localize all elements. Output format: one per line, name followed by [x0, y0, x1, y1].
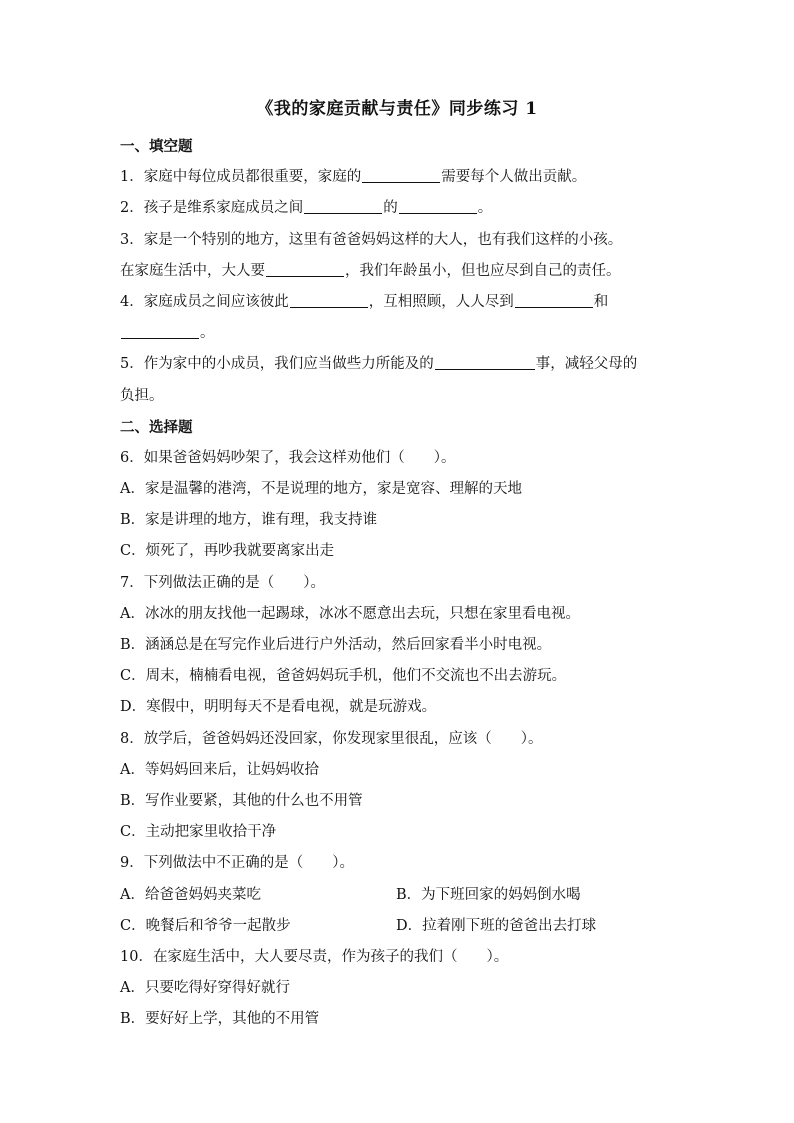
answer-blank[interactable] — [266, 261, 344, 277]
question-9-stem: 9．下列做法中不正确的是（ ）。 — [120, 855, 354, 872]
q9-options-row-2 — [120, 911, 680, 942]
q4-text-c: 和 — [593, 293, 609, 310]
q2-text-c: 。 — [477, 200, 493, 217]
q9-option-b: B．为下班回家的妈妈倒水喝 — [396, 886, 581, 903]
q5-text-a: 5．作为家中的小成员，我们应当做些力所能及的 — [120, 356, 434, 373]
question-5-line-2: 负担。 — [120, 387, 164, 404]
q7-option-a: A．冰冰的朋友找他一起踢球，冰冰不愿意出去玩，只想在家里看电视。 — [120, 605, 580, 622]
question-6-stem: 6．如果爸爸妈妈吵架了，我会这样劝他们（ ）。 — [120, 449, 456, 466]
q9-option-c: C．晚餐后和爷爷一起散步 — [120, 917, 291, 934]
page-title: 《我的家庭贡献与责任》同步练习 1 — [256, 99, 538, 119]
q6-option-a: A．家是温馨的港湾，不是说理的地方，家是宽容、理解的天地 — [120, 481, 522, 498]
q7-option-c: C．周末，楠楠看电视，爸爸妈妈玩手机，他们不交流也不出去游玩。 — [120, 668, 567, 685]
answer-blank[interactable] — [121, 324, 199, 340]
worksheet-content — [120, 131, 680, 1035]
question-4-line-2 — [120, 318, 680, 349]
q10-option-b: B．要好好上学，其他的不用管 — [120, 1011, 320, 1028]
q2-text-a: 2．孩子是维系家庭成员之间 — [120, 200, 304, 217]
answer-blank[interactable] — [435, 355, 535, 371]
q5-text-b: 事，减轻父母的 — [535, 356, 638, 373]
answer-blank[interactable] — [399, 199, 477, 215]
question-5-line-1 — [120, 349, 680, 380]
q1-text-b: 需要每个人做出贡献。 — [441, 169, 587, 186]
q6-option-b: B．家是讲理的地方，谁有理，我支持谁 — [120, 512, 378, 529]
question-2 — [120, 193, 680, 224]
section-heading-choice: 二、选择题 — [120, 418, 193, 436]
question-8-stem: 8．放学后，爸爸妈妈还没回家，你发现家里很乱，应该（ ）。 — [120, 730, 543, 747]
answer-blank[interactable] — [290, 292, 368, 308]
question-1 — [120, 162, 680, 193]
answer-blank[interactable] — [304, 199, 382, 215]
q7-option-b: B．涵涵总是在写完作业后进行户外活动，然后回家看半小时电视。 — [120, 637, 552, 653]
answer-blank[interactable] — [362, 168, 440, 184]
q4-text-a: 4．家庭成员之间应该彼此 — [120, 293, 289, 310]
q4-text-b: ，互相照顾，人人尽到 — [368, 293, 514, 310]
q6-option-c: C．烦死了，再吵我就要离家出走 — [120, 543, 335, 560]
question-7-stem: 7．下列做法正确的是（ ）。 — [120, 574, 325, 591]
answer-blank[interactable] — [515, 292, 593, 308]
q3-text-a: 在家庭生活中，大人要 — [120, 262, 265, 279]
q8-option-b: B．写作业要紧，其他的什么也不用管 — [120, 792, 363, 809]
section-heading-fill: 一、填空题 — [120, 138, 193, 155]
question-4-line-1 — [120, 287, 680, 318]
q7-option-d: D．寒假中，明明每天不是看电视，就是玩游戏。 — [120, 699, 437, 716]
q9-options-row-1 — [120, 880, 680, 911]
q1-text-a: 1．家庭中每位成员都很重要，家庭的 — [120, 169, 362, 186]
q8-option-a: A．等妈妈回来后，让妈妈收拾 — [120, 761, 319, 778]
q10-option-a: A．只要吃得好穿得好就行 — [120, 980, 290, 997]
q9-option-d: D．拉着刚下班的爸爸出去打球 — [396, 917, 597, 934]
q2-text-b: 的 — [383, 200, 398, 217]
question-3-line-2 — [120, 256, 680, 287]
q3-text-b: ，我们年龄虽小，但也应尽到自己的责任。 — [345, 262, 621, 279]
q4-text-d: 。 — [200, 325, 215, 342]
question-3-line-1: 3．家是一个特别的地方，这里有爸爸妈妈这样的大人，也有我们这样的小孩。 — [120, 231, 623, 248]
q8-option-c: C．主动把家里收拾干净 — [120, 824, 277, 841]
question-10-stem: 10．在家庭生活中，大人要尽责，作为孩子的我们（ ）。 — [120, 948, 509, 965]
q9-option-a: A．给爸爸妈妈夹菜吃 — [120, 886, 261, 903]
